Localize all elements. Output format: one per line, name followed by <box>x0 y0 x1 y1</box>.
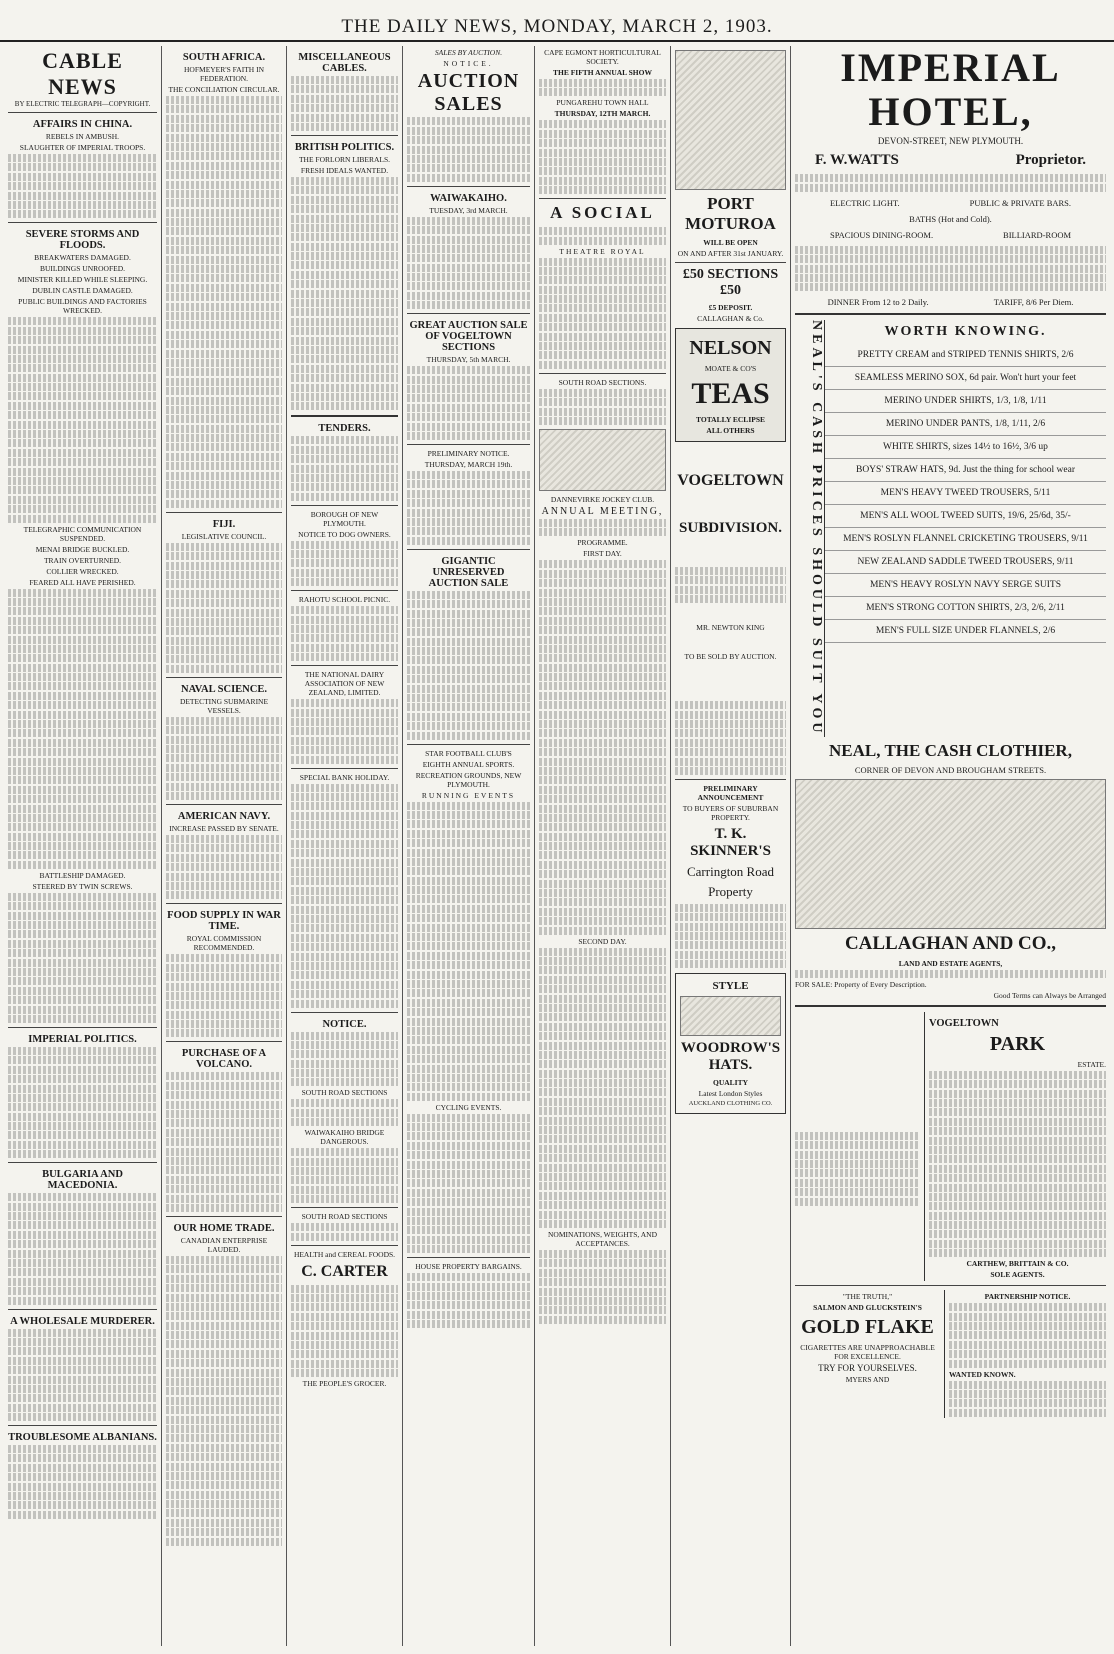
column-society: CAPE EGMONT HORTICULTURAL SOCIETY. THE FIFTH ANNUAL SHOW PUNGAREHU TOWN HALL THURSDAY, 12TH MARCH. A SOCIAL THEATRE ROYAL SOUTH ROAD SECTIONS. DANNEVIRKE JOCKEY CLUB. ANNUAL MEETING, PROGRAMME. FIRST DAY. SECOND DAY. NOMINATIONS, WEIGHTS, AND ACCEPTANCES. <box>535 46 671 1646</box>
column-cable-news: CABLE NEWS BY ELECTRIC TELEGRAPH—COPYRIGHT. AFFAIRS IN CHINA. REBELS IN AMBUSH. SLAUGHTER OF IMPERIAL TROOPS. SEVERE STORMS AND FLOODS. BREAKWATERS DAMAGED. BUILDINGS UNROOFED. MINISTER KILLED WHILE SLEEPING. DUBLIN CASTLE DAMAGED. PUBLIC BUILDINGS AND FACTORIES WRECKED. TELEGRAPHIC COMMUNICATION SUSPENDED. MENAI BRIDGE BUCKLED. TRAIN OVERTURNED. COLLIER WRECKED. FEARED ALL HAVE PERISHED. BATTLESHIP DAMAGED. STEERED BY TWIN SCREWS. IMPERIAL POLITICS. BULGARIA AND MACEDONIA. A WHOLESALE MURDERER. TROUBLESOME ALBANIANS. <box>4 46 162 1646</box>
headline-volcano: PURCHASE OF A VOLCANO. <box>181 1048 267 1071</box>
newspaper-page <box>4 46 1110 1650</box>
article-body <box>8 893 157 1023</box>
price-item: BOYS' STRAW HATS, 9d. Just the thing for school wear <box>825 459 1106 482</box>
headline-dairy: THE NATIONAL DAIRY ASSOCIATION OF NEW ZEALAND, LIMITED. <box>304 670 385 698</box>
column-south-africa: SOUTH AFRICA. HOFMEYER'S FAITH IN FEDERATION. THE CONCILIATION CIRCULAR. FIJI. LEGISLATIVE COUNCIL. NAVAL SCIENCE. DETECTING SUBMARINE VESSELS. AMERICAN NAVY. INCREASE PASSED BY SENATE. FOOD SUPPLY IN WAR TIME. ROYAL COMMISSION RECOMMENDED. PURCHASE OF A VOLCANO. OUR HOME TRADE. CANADIAN ENTERPRISE LAUDED. <box>162 46 287 1646</box>
imperial-hotel-title: IMPERIAL HOTEL, <box>840 46 1061 134</box>
headline-notice: NOTICE. <box>322 1018 367 1030</box>
carter-ad-name: C. CARTER <box>301 1262 388 1280</box>
woodrows-hats-ad: STYLE WOODROW'S HATS. QUALITY Latest London Styles AUCKLAND CLOTHING CO. <box>675 973 786 1114</box>
horse-race-illustration <box>539 429 666 491</box>
column-misc-cables: MISCELLANEOUS CABLES. BRITISH POLITICS. THE FORLORN LIBERALS. FRESH IDEALS WANTED. TENDERS. BOROUGH OF NEW PLYMOUTH. NOTICE TO DOG OWNERS. RAHOTU SCHOOL PICNIC. THE NATIONAL DAIRY ASSOCIATION OF NEW ZEALAND, LIMITED. SPECIAL BANK HOLIDAY. NOTICE. SOUTH ROAD SECTIONS WAIWAKAIHO BRIDGE DANGEROUS. SOUTH ROAD SECTIONS HEALTH and CEREAL FOODS. C. CARTER THE PEOPLE'S GROCER. <box>287 46 403 1646</box>
neal-clothier-ad: NEAL'S CASH PRICES SHOULD SUIT YOU WORTH KNOWING. PRETTY CREAM and STRIPED TENNIS SHIRTS, 2/6 SEAMLESS MERINO SOX, 6d pair. Won't hurt your feet MERINO UNDER SHIRTS, 1/3, 1/8, 1/11 MERINO UNDER PANTS, 1/8, 1/11, 2/6 WHITE SHIRTS, sizes 14½ to 16½, 3/6 up BOYS' STRAW HATS, 9d. Just the thing for school wear MEN'S HEAVY TWEED TROUSERS, 5/11 MEN'S ALL WOOL TWEED SUITS, 19/6, 25/6d, 35/- MEN'S ROSLYN FLANNEL CRICKETING TROUSERS, 9/11 NEW ZEALAND SADDLE TWEED TROUSERS, 9/11 MEN'S HEAVY ROSLYN NAVY SERGE SUITS MEN'S STRONG COTTON SHIRTS, 2/3, 2/6, 2/11 MEN'S FULL SIZE UNDER FLANNELS, 2/6 <box>795 320 1106 736</box>
column-hotel-clothier: IMPERIAL HOTEL, DEVON-STREET, NEW PLYMOUTH. F. W.WATTS Proprietor. ELECTRIC LIGHT. PUBLIC & PRIVATE BARS. BATHS (Hot and Cold). SPACIOUS DINING-ROOM. BILLIARD-ROOM DINNER From 12 to 2 Daily. TARIFF, 8/6 Per Diem. NEAL'S CASH PRICES SHOULD SUIT YOU WORTH KNOWING. PRETTY CREAM and STRIPED TENNIS SHIRTS, 2/6 SEAMLESS MERINO SOX, 6d pair. Won't hurt your feet MERINO UNDER SHIRTS, 1/3, 1/8, 1/11 MERINO UNDER PANTS, 1/8, 1/11, 2/6 WHITE SHIRTS, sizes 14½ to 16½, 3/6 up BOYS' STRAW HATS, 9d. Just the thing for school wear MEN'S HEAVY TWEED TROUSERS, 5/11 MEN'S ALL WOOL TWEED SUITS, 19/6, 25/6d, 35/- MEN'S ROSLYN FLANNEL CRICKETING TROUSERS, 9/11 NEW ZEALAND SADDLE TWEED TROUSERS, 9/11 MEN'S HEAVY ROSLYN NAVY SERGE SUITS MEN'S STRONG COTTON SHIRTS, 2/3, 2/6, 2/11 MEN'S FULL SIZE UNDER FLANNELS, 2/6 NEAL, THE CASH CLOTHIER, CORNER OF DEVON AND BROUGHAM STREETS. CALLAGHAN AND CO., LAND AND ESTATE AGENTS, FOR SALE: Property of Every Description. Good Terms can Always be Arranged VOGELTOWN PARK ESTATE. CARTHEW, BRITTAIN & CO. SOLE AGENTS. "THE TRUTH," SALMON AND GLUCKSTEIN'S GOLD FLAKE CIGARETTES ARE UNAPPROACHABLE FOR EXCELLENCE. TRY FOR YOURSELVES. MYERS AND PARTNERSHIP NOTICE. WANTED KNOWN. <box>791 46 1110 1646</box>
headline-home-trade: OUR HOME TRADE. <box>173 1222 275 1234</box>
price-item: MEN'S ALL WOOL TWEED SUITS, 19/6, 25/6d, 35/- <box>825 505 1106 528</box>
price-item: MERINO UNDER SHIRTS, 1/3, 1/8, 1/11 <box>825 390 1106 413</box>
hat-illustration <box>680 996 781 1036</box>
headline-imperial-politics: IMPERIAL POLITICS. <box>28 1033 137 1045</box>
cable-news-title: CABLE NEWS <box>42 48 123 99</box>
column-auctions: SALES BY AUCTION. NOTICE. AUCTION SALES WAIWAKAIHO. TUESDAY, 3rd MARCH. GREAT AUCTION SALE OF VOGELTOWN SECTIONS THURSDAY, 5th MARCH. PRELIMINARY NOTICE. THURSDAY, MARCH 19th. GIGANTIC UNRESERVED AUCTION SALE STAR FOOTBALL CLUB'S EIGHTH ANNUAL SPORTS. RECREATION GROUNDS, NEW PLYMOUTH. RUNNING EVENTS CYCLING EVENTS. HOUSE PROPERTY BARGAINS. <box>403 46 535 1646</box>
house-illustration <box>795 779 1106 929</box>
headline-tenders: TENDERS. <box>318 423 371 435</box>
column-adverts-mid: PORT MOTUROA WILL BE OPEN ON AND AFTER 31st JANUARY. £50 SECTIONS £50 £5 DEPOSIT. CALLAGHAN & Co. NELSON MOATE & CO'S TEAS TOTALLY ECLIPSE ALL OTHERS VOGELTOWN SUBDIVISION. MR. NEWTON KING TO BE SOLD BY AUCTION. PRELIMINARY ANNOUNCEMENT TO BUYERS OF SUBURBAN PROPERTY. T. K. SKINNER'S Carrington Road Property STYLE WOODROW'S HATS. QUALITY Latest London Styles AUCKLAND CLOTHING CO. <box>671 46 791 1646</box>
price-item: MEN'S HEAVY TWEED TROUSERS, 5/11 <box>825 482 1106 505</box>
map-illustration <box>675 50 786 190</box>
price-item: SEAMLESS MERINO SOX, 6d pair. Won't hurt your feet <box>825 367 1106 390</box>
price-item: MEN'S HEAVY ROSLYN NAVY SERGE SUITS <box>825 574 1106 597</box>
headline-storms: SEVERE STORMS AND FLOODS. <box>25 229 140 252</box>
price-item: MEN'S FULL SIZE UNDER FLANNELS, 2/6 <box>825 620 1106 643</box>
headline-bulgaria: BULGARIA AND MACEDONIA. <box>42 1169 123 1192</box>
price-item: MEN'S ROSLYN FLANNEL CRICKETING TROUSERS, 9/11 <box>825 528 1106 551</box>
headline-borough: BOROUGH OF NEW PLYMOUTH. <box>310 509 379 528</box>
headline-naval-science: NAVAL SCIENCE. <box>181 683 267 695</box>
article-body <box>8 317 157 522</box>
price-item: WHITE SHIRTS, sizes 14½ to 16½, 3/6 up <box>825 436 1106 459</box>
headline-china: AFFAIRS IN CHINA. <box>32 119 133 130</box>
article-body <box>8 589 157 869</box>
price-item: MERINO UNDER PANTS, 1/8, 1/11, 2/6 <box>825 413 1106 436</box>
masthead: THE DAILY NEWS, MONDAY, MARCH 2, 1903. <box>0 8 1114 42</box>
article-body <box>8 154 157 218</box>
vogeltown-title: VOGELTOWN <box>677 472 784 489</box>
headline-rahotu: RAHOTU SCHOOL PICNIC. <box>298 595 391 605</box>
headline-british-politics: BRITISH POLITICS. <box>294 141 395 153</box>
port-moturoa-title: PORT MOTUROA <box>685 194 776 233</box>
vogeltown-park-ad: VOGELTOWN PARK ESTATE. CARTHEW, BRITTAIN & CO. SOLE AGENTS. <box>929 1017 1106 1280</box>
headline-fiji: FIJI. <box>212 518 236 530</box>
headline-south-africa: SOUTH AFRICA. <box>182 52 266 63</box>
nelson-teas-ad: NELSON MOATE & CO'S TEAS TOTALLY ECLIPSE ALL OTHERS <box>675 328 786 442</box>
byline: BY ELECTRIC TELEGRAPH—COPYRIGHT. <box>14 100 151 108</box>
price-item: PRETTY CREAM and STRIPED TENNIS SHIRTS, 2/6 <box>825 344 1106 367</box>
headline-bank-holiday: SPECIAL BANK HOLIDAY. <box>299 772 390 782</box>
headline-albanians: TROUBLESOME ALBANIANS. <box>8 1432 157 1444</box>
headline-food-supply: FOOD SUPPLY IN WAR TIME. <box>167 910 281 933</box>
headline-american-navy: AMERICAN NAVY. <box>177 811 271 822</box>
auction-sales-title: AUCTION SALES <box>417 70 520 115</box>
headline-misc: MISCELLANEOUS CABLES. <box>298 52 391 74</box>
headline-murderer: A WHOLESALE MURDERER. <box>10 1315 155 1327</box>
price-item: MEN'S STRONG COTTON SHIRTS, 2/3, 2/6, 2/11 <box>825 597 1106 620</box>
price-item: NEW ZEALAND SADDLE TWEED TROUSERS, 9/11 <box>825 551 1106 574</box>
gold-flake-ad: "THE TRUTH," SALMON AND GLUCKSTEIN'S GOLD FLAKE CIGARETTES ARE UNAPPROACHABLE FOR EXCELLENCE. TRY FOR YOURSELVES. MYERS AND <box>795 1290 945 1418</box>
